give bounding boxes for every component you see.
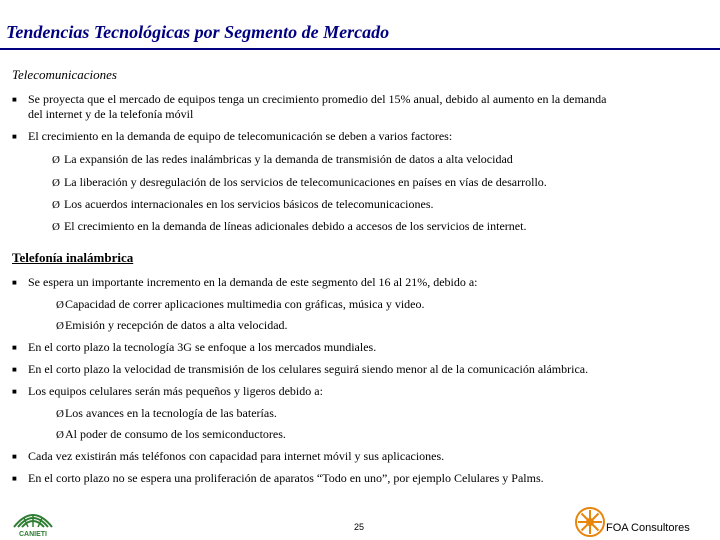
wireless-bullet-1: Se espera un importante incremento en la demanda de este segmento del 16 al 21%, debido a:	[28, 275, 478, 289]
telecom-bullet-1-line-1: Se proyecta que el mercado de equipos tenga un crecimiento promedio del 15% anual, debido al aumento en la demanda	[28, 92, 607, 106]
wireless-bullet-1-sub-1: ØCapacidad de correr aplicaciones multimedia con gráficas, música y video.	[56, 297, 425, 311]
page-title: Tendencias Tecnológicas por Segmento de Mercado	[6, 22, 390, 42]
arrow-bullet-icon: Ø	[52, 221, 60, 233]
footer-brand: FOA Consultores	[606, 522, 690, 534]
canieti-logo-text: CANIETI	[19, 531, 47, 538]
wireless-bullet-5: Cada vez existirán más teléfonos con capacidad para internet móvil y sus aplicaciones.	[28, 449, 445, 463]
wireless-bullet-1-sub-2: ØEmisión y recepción de datos a alta velocidad.	[56, 318, 288, 332]
bullet-icon: ■	[12, 343, 17, 352]
telecom-sub-4: Ø El crecimiento en la demanda de líneas adicionales debido a accesos de los servicios de internet.	[52, 219, 527, 233]
wireless-bullet-6: En el corto plazo no se espera una proliferación de aparatos “Todo en uno”, por ejemplo Celulares y Palms.	[28, 471, 544, 485]
bullet-icon: ■	[12, 95, 17, 104]
telecom-bullet-1-line-2: del internet y de la telefonía móvil	[28, 107, 194, 121]
arrow-bullet-icon: Ø	[52, 154, 60, 166]
page-number: 25	[354, 522, 365, 532]
telecom-sub-1: Ø La expansión de las redes inalámbricas y la demanda de transmisión de datos a alta velocidad	[52, 152, 513, 166]
bullet-icon: ■	[12, 132, 17, 141]
arrow-bullet-icon: Ø	[56, 299, 64, 311]
telecom-sub-2: Ø La liberación y desregulación de los servicios de telecomunicaciones en países en vías de desarrollo.	[52, 175, 547, 189]
bullet-icon: ■	[12, 365, 17, 374]
section-heading-wireless: Telefonía inalámbrica	[12, 250, 134, 265]
arrow-bullet-icon: Ø	[52, 199, 60, 211]
section-heading-telecom: Telecomunicaciones	[12, 67, 117, 82]
wireless-bullet-4: Los equipos celulares serán más pequeños y ligeros debido a:	[28, 384, 323, 398]
bullet-icon: ■	[12, 278, 17, 287]
arrow-bullet-icon: Ø	[56, 320, 64, 332]
title-divider	[0, 48, 720, 50]
telecom-bullet-2: El crecimiento en la demanda de equipo de telecomunicación se deben a varios factores:	[28, 129, 453, 143]
arrow-bullet-icon: Ø	[56, 429, 64, 441]
bullet-icon: ■	[12, 474, 17, 483]
wireless-bullet-4-sub-2: ØAl poder de consumo de los semiconductores.	[56, 427, 286, 441]
arrow-bullet-icon: Ø	[56, 408, 64, 420]
wireless-bullet-3: En el corto plazo la velocidad de transmisión de los celulares seguirá siendo menor al de la comunicación alámbrica.	[28, 362, 589, 376]
bullet-icon: ■	[12, 452, 17, 461]
wireless-bullet-2: En el corto plazo la tecnología 3G se enfoque a los mercados mundiales.	[28, 340, 377, 354]
wireless-bullet-4-sub-1: ØLos avances en la tecnología de las baterías.	[56, 406, 277, 420]
telecom-sub-3: Ø Los acuerdos internacionales en los servicios básicos de telecomunicaciones.	[52, 197, 434, 211]
arrow-bullet-icon: Ø	[52, 177, 60, 189]
canieti-logo	[8, 505, 58, 539]
bullet-icon: ■	[12, 387, 17, 396]
foa-logo-icon	[574, 506, 606, 538]
